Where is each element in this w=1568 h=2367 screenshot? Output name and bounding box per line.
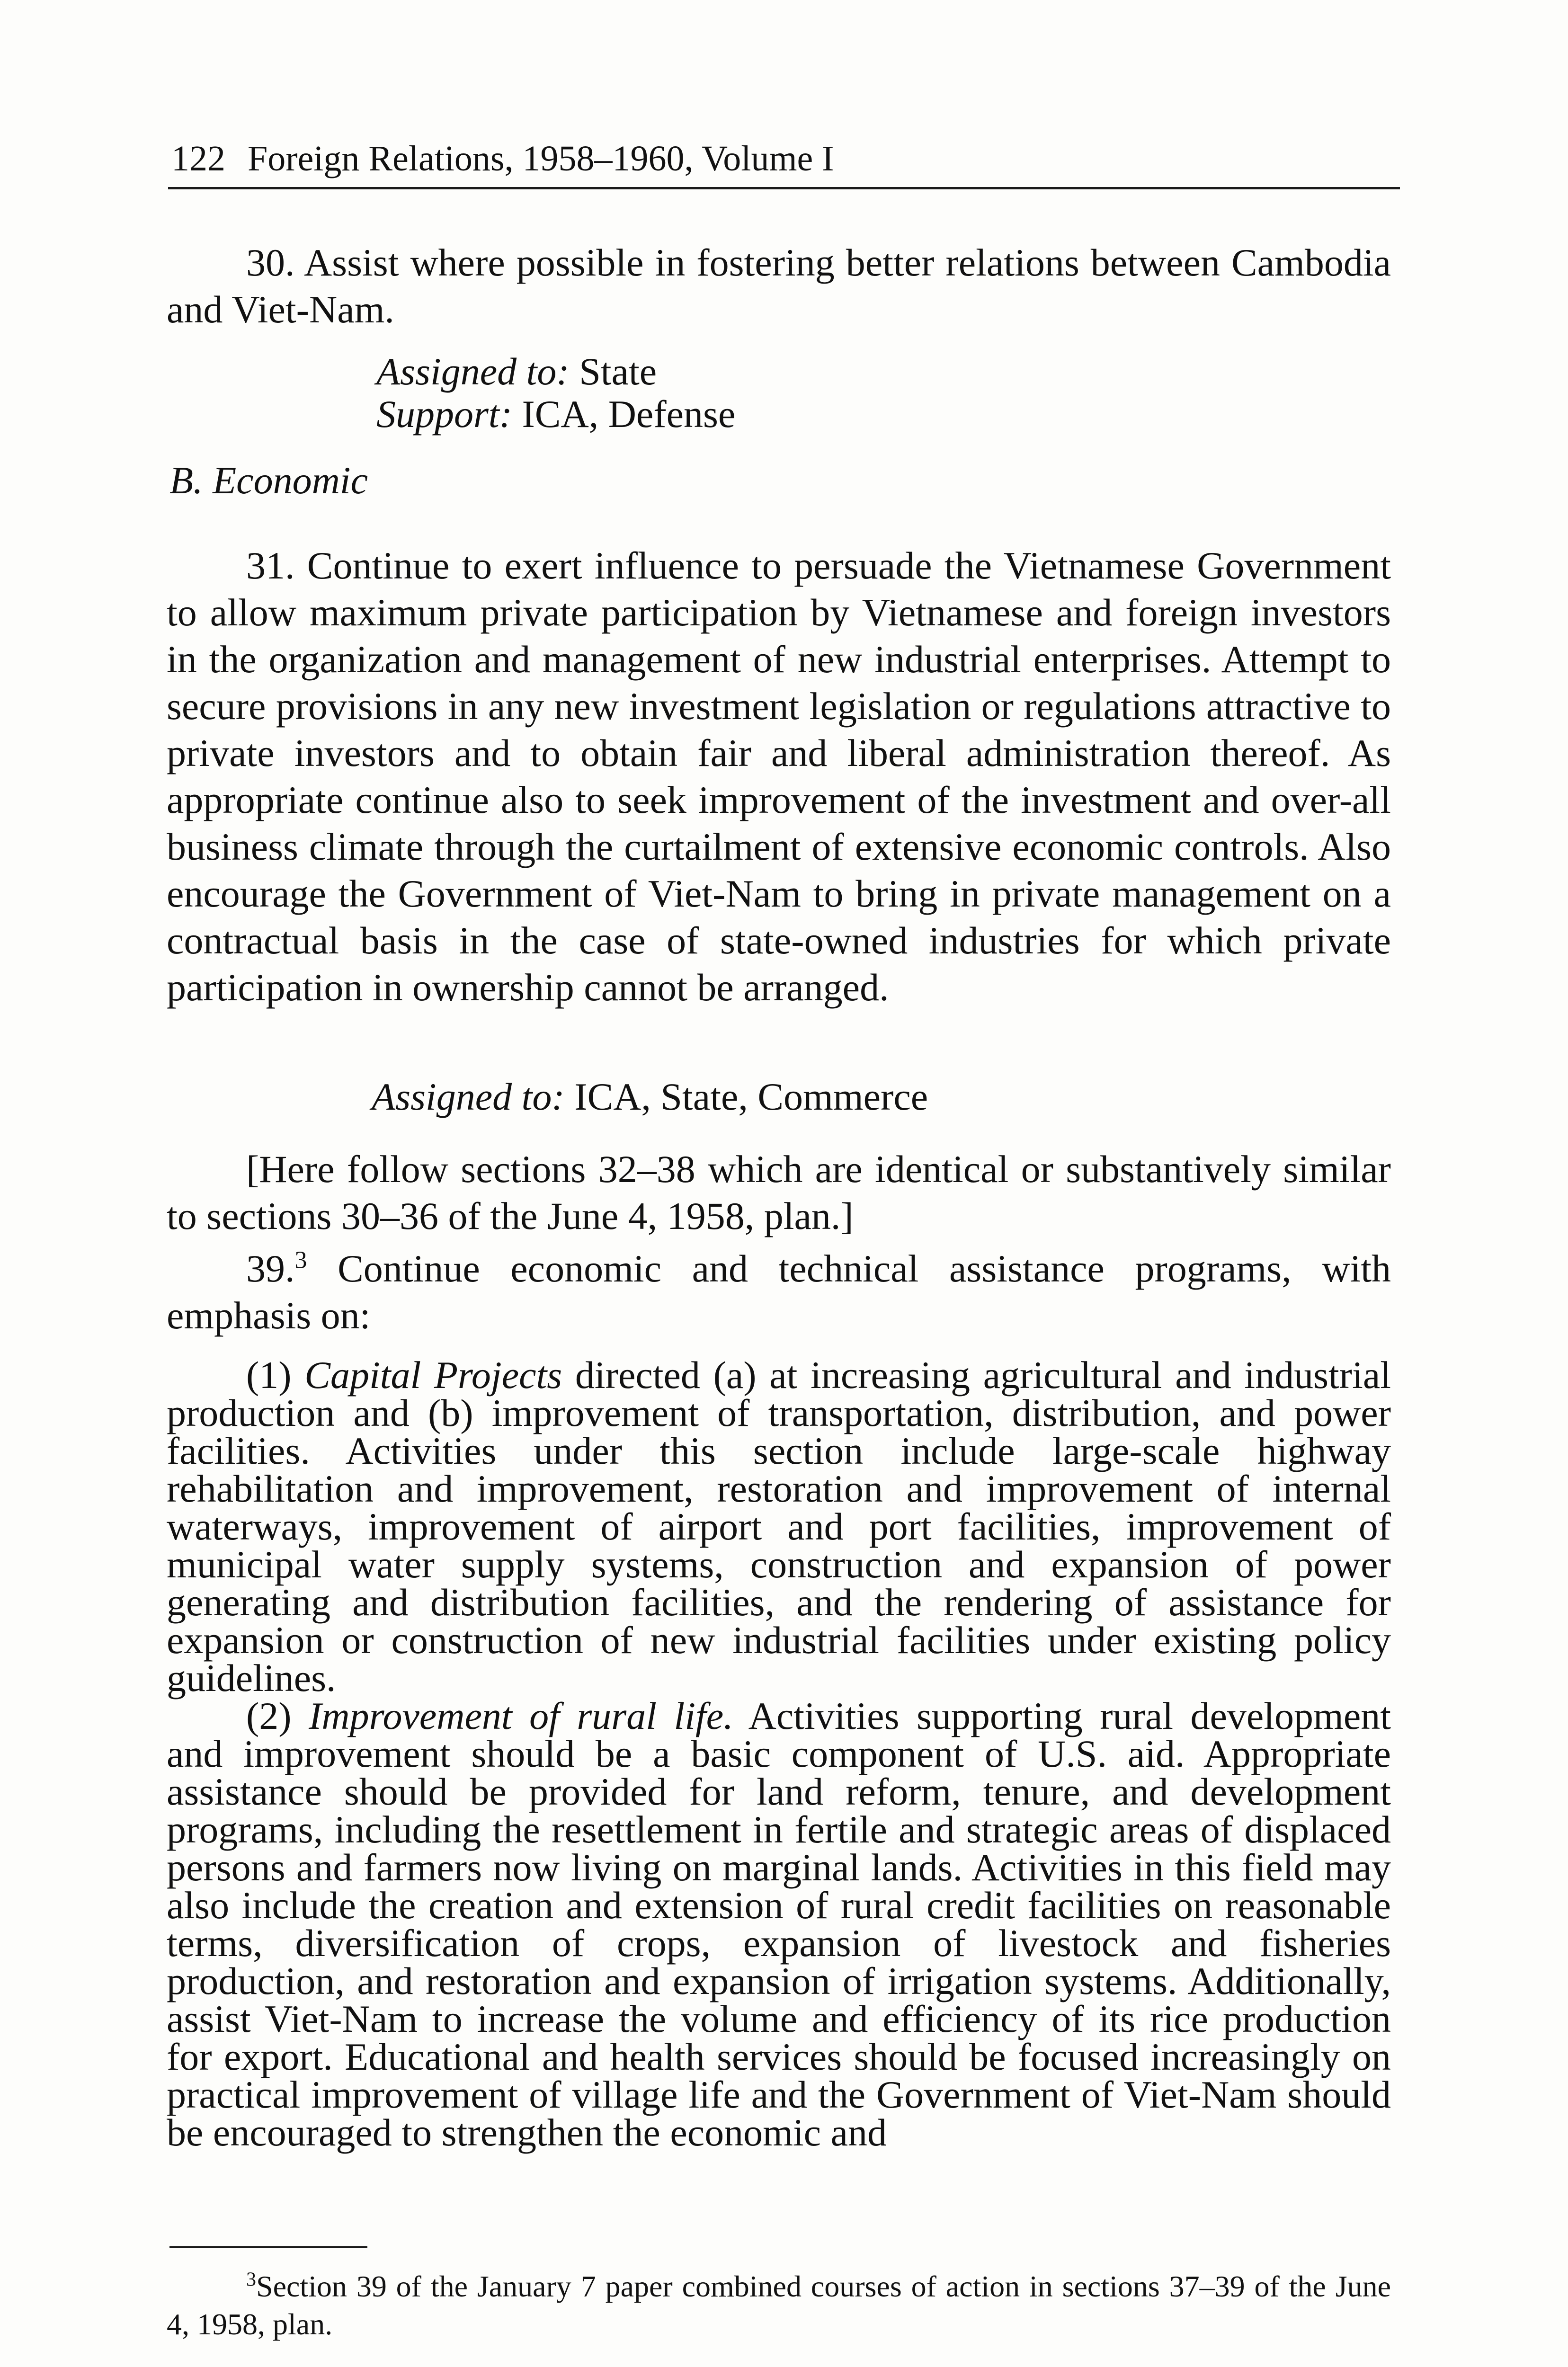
- footnote: [167, 2268, 1391, 2343]
- subsection-1-title: Capital Projects: [304, 1353, 562, 1397]
- editorial-note-text: [Here follow sections 32–38 which are identical or substantively similar to sections 30–36 of the June 4, 1958, plan.]: [167, 1148, 1391, 1237]
- assigned-value: State: [579, 350, 657, 393]
- header-rule: [168, 187, 1400, 189]
- subsection-2-title: Improvement of rural life.: [309, 1694, 733, 1737]
- volume-title: Foreign Relations, 1958–1960, Volume I: [248, 139, 834, 178]
- footnote-paragraph: [167, 2268, 1391, 2343]
- assigned-value: ICA, State, Commerce: [574, 1075, 928, 1118]
- assigned-label: Assigned to:: [372, 1075, 565, 1118]
- item-39-paragraph: [167, 1245, 1391, 1339]
- support-value: ICA, Defense: [522, 392, 736, 436]
- page-number: 122: [171, 139, 225, 178]
- item-39-subsections: [167, 1353, 1391, 2154]
- footnote-text: Section 39 of the January 7 paper combined courses of action in sections 37–39 of the June 4, 1958, plan.: [167, 2269, 1391, 2341]
- item-30-text: 30. Assist where possible in fostering better relations between Cambodia and Viet-Nam.: [167, 241, 1391, 331]
- footnote-rule: [169, 2246, 367, 2248]
- subsection-2-text: Activities supporting rural development and improvement should be a basic component of U.S. aid. Appropriate assistance should be provided for land reform, tenure, and development programs, including the resettlement in fertile and strategic areas of displaced persons and farmers now living on marginal lands. Activities in this field may also include the creation and extension of rural credit facilities on reasonable terms, diversification of crops, expansion of livestock and fisheries production, and restoration and expansion of irrigation systems. Additionally, assist Viet-Nam to increase the volume and efficiency of its rice production for export. Educational and health services should be focused increasingly on practical improvement of village life and the Government of Viet-Nam should be encouraged to strengthen the economic and: [167, 1694, 1391, 2154]
- footnote-reference: 3: [294, 1246, 307, 1274]
- subsection-2-number: (2): [246, 1694, 292, 1737]
- item-39-text: Continue economic and technical assistance programs, with emphasis on:: [167, 1247, 1391, 1337]
- section-heading-economic: B. Economic: [169, 459, 368, 502]
- support-label: Support:: [376, 392, 512, 436]
- item-31-assignment: [372, 1076, 928, 1118]
- subsection-2: [167, 1694, 1391, 2154]
- item-31-text: 31. Continue to exert influence to persuade the Vietnamese Government to allow maximum private participation by Vietnamese and foreign investors in the organization and management of new industrial enterprises. Attempt to secure provisions in any new investment legislation or regulations attractive to private investors and to obtain fair and liberal administration thereof. As appropriate continue also to seek improvement of the investment and over-all business climate through the curtailment of extensive economic controls. Also encourage the Government of Viet-Nam to bring in private management on a contractual basis in the case of state-owned industries for which private participation in ownership cannot be arranged.: [167, 544, 1391, 1009]
- item-39: [167, 1245, 1391, 1339]
- assigned-label: Assigned to:: [376, 350, 570, 393]
- subsection-1-text: directed (a) at increasing agricultural and industrial production and (b) improvement of transportation, distribution, and power facilities. Activities under this section include large-scale highway rehabilitation and improvement, restoration and improvement of internal waterways, improvement of airport and port facilities, improvement of municipal water supply systems, construction and expansion of power generating and distribution facilities, and the rendering of assistance for expansion or construction of new industrial facilities under existing policy guidelines.: [167, 1353, 1391, 1700]
- item-30: [167, 239, 1391, 333]
- item-31: [167, 542, 1391, 1011]
- subsection-1: [167, 1353, 1391, 1700]
- editorial-note: [167, 1146, 1391, 1239]
- item-39-number: 39.: [246, 1247, 295, 1290]
- subsection-1-number: (1): [246, 1353, 292, 1397]
- item-30-assignment: [376, 350, 735, 436]
- running-head: [171, 137, 1398, 180]
- footnote-marker: 3: [246, 2269, 256, 2291]
